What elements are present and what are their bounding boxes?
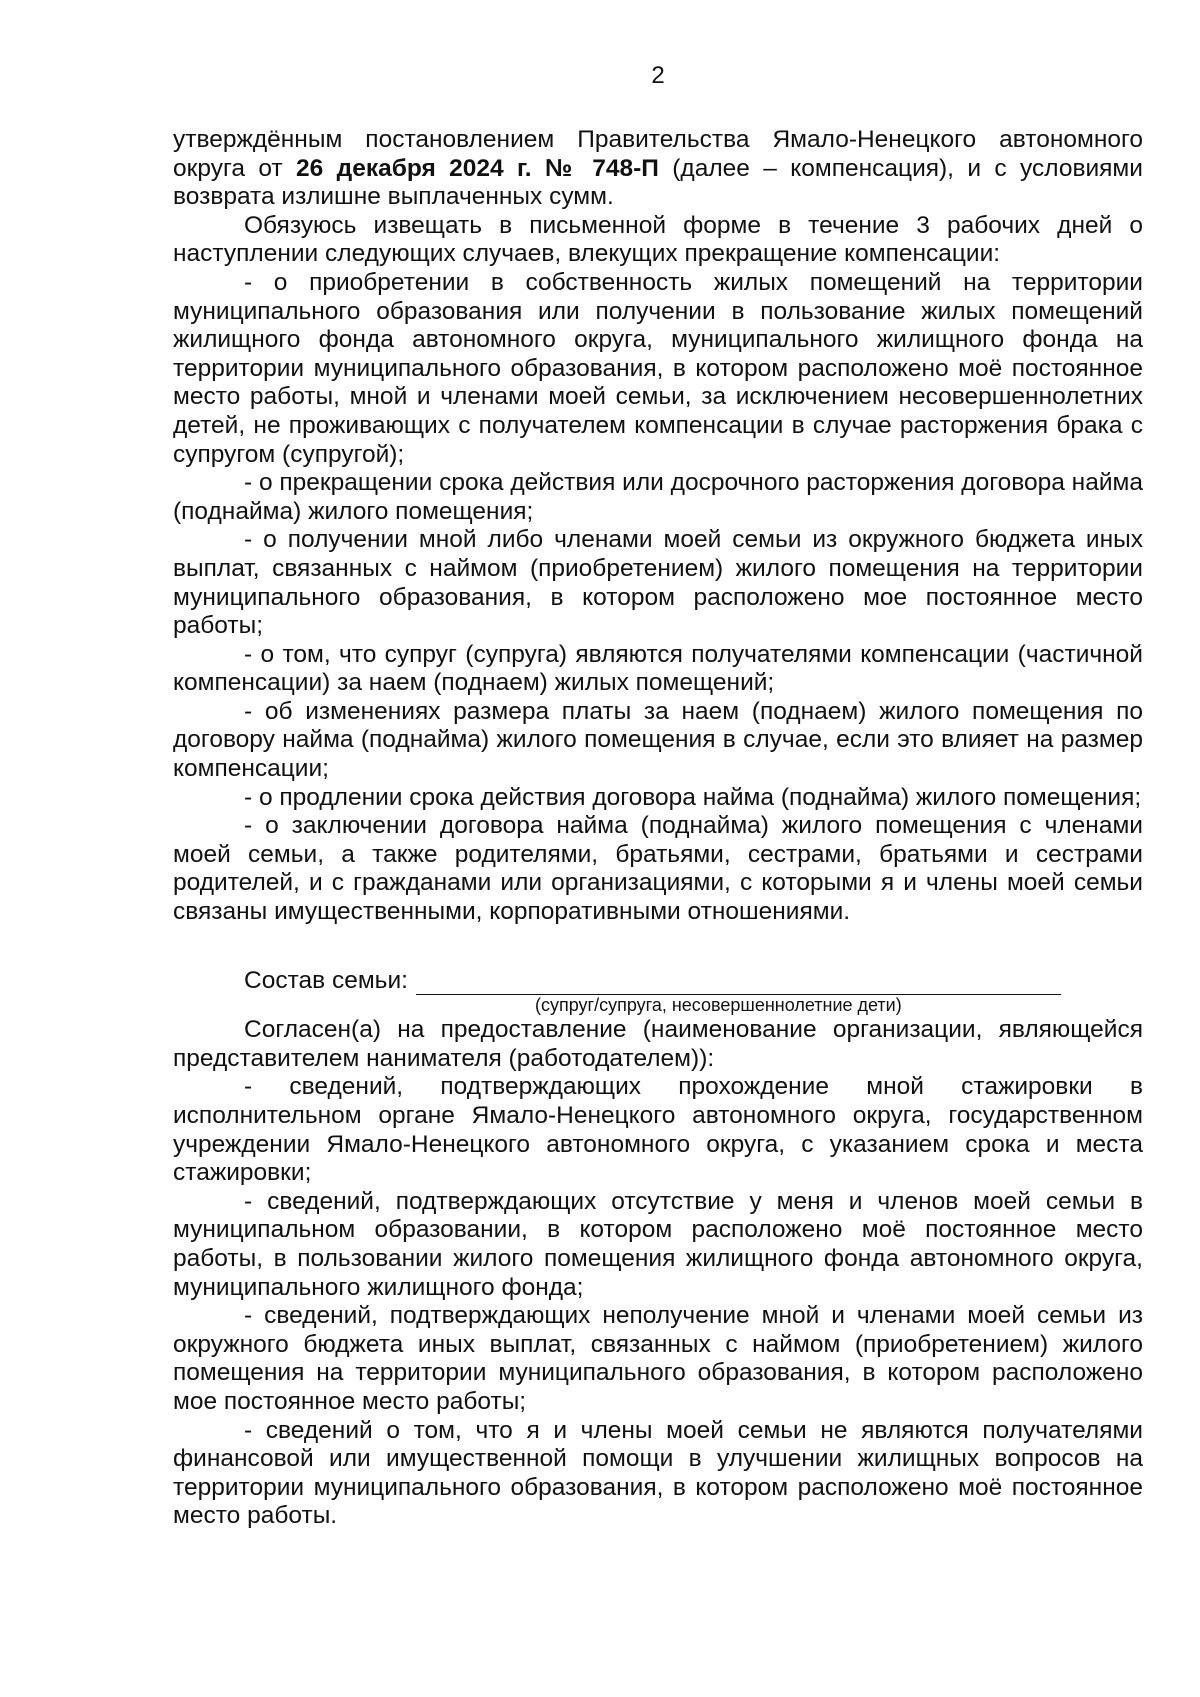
resolution-text-after: (далее – компенсация), и с условиями возврата излишне выплаченных сумм.: [173, 154, 1143, 211]
paragraph-consent-intro: Согласен(а) на предоставление (наименование организации, являющейся представителем нанимателя (работодателем)):: [173, 1016, 1143, 1072]
notify-item-other-payments: - о получении мной либо членами моей семьи из окружного бюджета иных выплат, связанных с наймом (приобретением) жилого помещения на территории муниципального образования, в котором расположено мое постоянное место работы;: [173, 526, 1143, 640]
document-page: [173, 62, 1143, 1531]
notify-item-acquisition: - о приобретении в собственность жилых помещений на территории муниципального образования или получении в пользование жилых помещений жилищного фонда автономного округа, муниципального жилищного фонда на территории муниципального образования, в котором расположено моё постоянное место работы, мной и членами моей семьи, за исключением несовершеннолетних детей, не проживающих с получателем компенсации в случае расторжения брака с супругом (супругой);: [173, 268, 1143, 468]
family-composition-caption: (супруг/супруга, несовершеннолетние дети): [535, 995, 902, 1016]
consent-item-no-payments: - сведений, подтверждающих неполучение мной и членами моей семьи из окружного бюджета иных выплат, связанных с наймом (приобретением) жилого помещения на территории муниципального образования, в котором расположено мое постоянное место работы;: [173, 1302, 1143, 1415]
consent-item-no-assistance: - сведений о том, что я и члены моей семьи не являются получателями финансовой или имущественной помощи в улучшении жилищных вопросов на территории муниципального образования, в котором расположено моё постоянное место работы.: [173, 1416, 1143, 1530]
paragraph-notification-obligation: Обязуюсь извещать в письменной форме в течение 3 рабочих дней о наступлении следующих случаев, влекущих прекращение компенсации:: [173, 211, 1143, 268]
notify-item-relatives-contract: - о заключении договора найма (поднайма) жилого помещения с членами моей семьи, а также родителями, братьями, сестрами, братьями и сестрами родителей, и с гражданами или организациями, с которыми я и члены моей семьи связаны имущественными, корпоративными отношениями.: [173, 812, 1143, 926]
notify-item-spouse-recipient: - о том, что супруг (супруга) являются получателями компенсации (частичной компенсации) за наем (поднаем) жилых помещений;: [173, 640, 1143, 697]
resolution-date-number: 26 декабря 2024 г. № 748-П: [296, 154, 659, 182]
paragraph-resolution-reference: [173, 126, 1143, 212]
family-composition-field[interactable]: [416, 970, 1061, 995]
notify-item-contract-extension: - о продлении срока действия договора найма (поднайма) жилого помещения;: [244, 783, 1142, 811]
family-composition-row: [173, 967, 1143, 996]
consent-item-no-housing: - сведений, подтверждающих отсутствие у меня и членов моей семьи в муниципальном образовании, в котором расположено моё постоянное место работы, в пользовании жилого помещения жилищного фонда автономного округа, муниципального жилищного фонда;: [173, 1187, 1143, 1301]
consent-item-internship: - сведений, подтверждающих прохождение мной стажировки в исполнительном органе Ямало-Ненецкого автономного округа, государственном учреждении Ямало-Ненецкого автономного округа, с указанием срока и места стажировки;: [173, 1073, 1143, 1187]
family-composition-label: Состав семьи:: [244, 966, 408, 994]
notify-item-contract-termination: - о прекращении срока действия или досрочного расторжения договора найма (поднайма) жилого помещения;: [173, 469, 1143, 525]
page-number: 2: [651, 62, 665, 89]
resolution-text-before: утверждённым постановлением Правительства Ямало-Ненецкого автономного округа от: [173, 126, 1143, 182]
notify-item-rent-change: - об изменениях размера платы за наем (поднаем) жилого помещения по договору найма (поднайма) жилого помещения в случае, если это влияет на размер компенсации;: [173, 697, 1143, 783]
